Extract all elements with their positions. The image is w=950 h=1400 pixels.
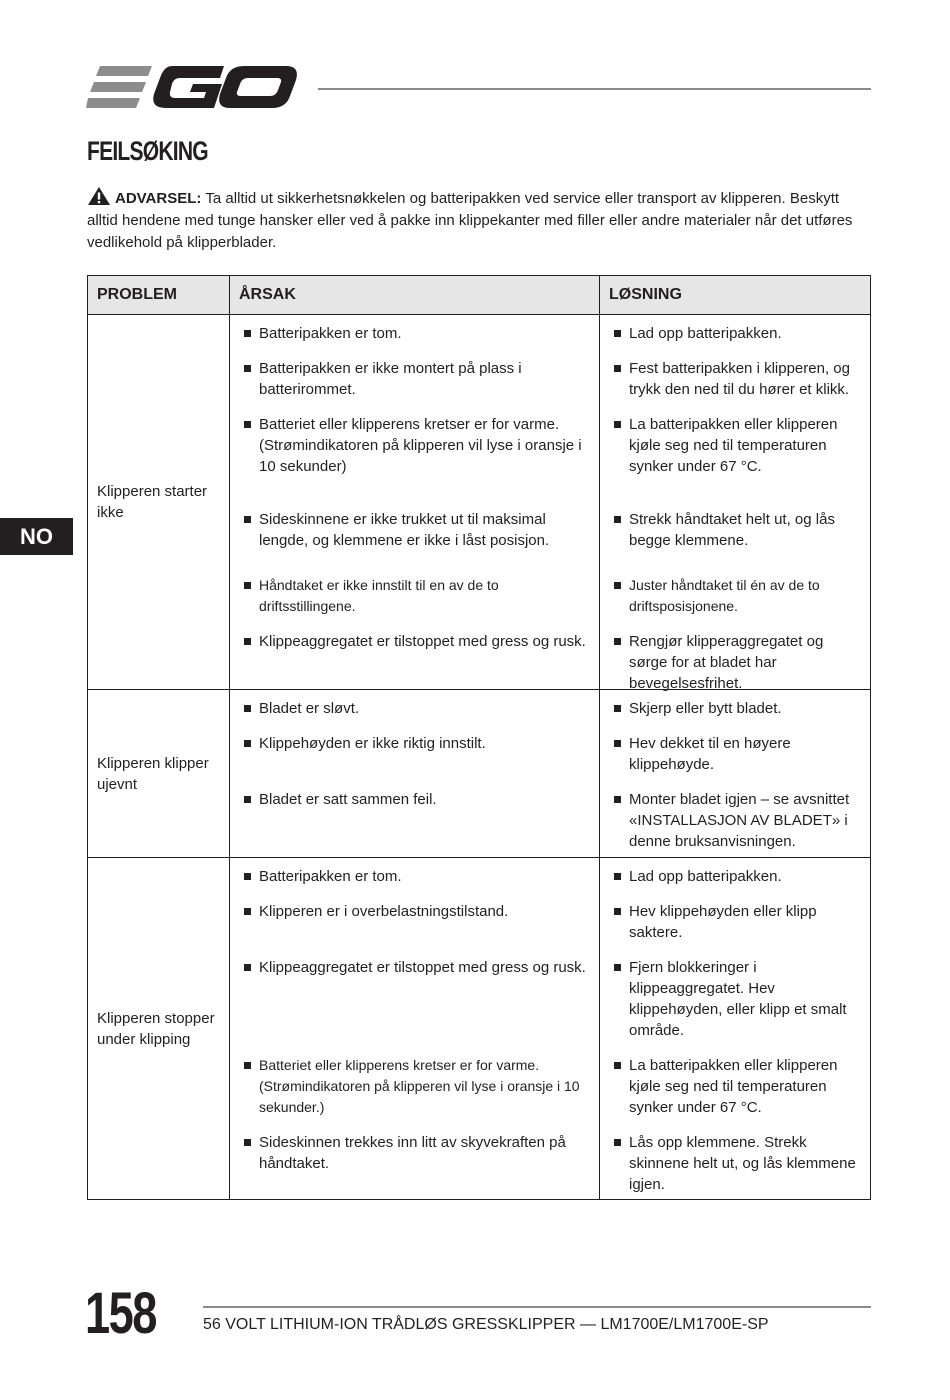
solution-item: Lad opp batteripakken.: [600, 866, 870, 901]
bullet-icon: [614, 1139, 621, 1146]
solution-item: Fjern blokkeringer i klippeaggregatet. Hev klippehøyden, eller klipp et smalt område.: [600, 957, 870, 1055]
bullet-icon: [244, 964, 251, 971]
bullet-icon: [614, 516, 621, 523]
bullet-icon: [614, 873, 621, 880]
header-cause: ÅRSAK: [230, 276, 600, 315]
cause-cell: [230, 315, 600, 690]
table-row: [88, 690, 871, 858]
problem-cell: Klipperen starter ikke: [88, 315, 230, 690]
bullet-icon: [244, 582, 251, 589]
page-title: FEILSØKING: [87, 136, 208, 166]
language-tab: NO: [0, 518, 73, 555]
bullet-icon: [244, 421, 251, 428]
table-row: [88, 315, 871, 690]
solution-item: Lad opp batteripakken.: [600, 323, 870, 358]
warning-label: ADVARSEL:: [115, 190, 202, 207]
bullet-icon: [614, 908, 621, 915]
bullet-icon: [614, 705, 621, 712]
footer-rule: [203, 1306, 871, 1308]
bullet-icon: [614, 964, 621, 971]
bullet-icon: [244, 1139, 251, 1146]
solution-cell: [600, 858, 871, 1200]
solution-cell: [600, 690, 871, 858]
bullet-icon: [244, 796, 251, 803]
solution-item: Lås opp klemmene. Strekk skinnene helt ut, og lås klemmene igjen.: [600, 1132, 870, 1199]
cause-item: Batteripakken er tom.: [230, 866, 599, 901]
troubleshooting-table: [87, 275, 871, 1200]
cause-item: Batteripakken er tom.: [230, 323, 599, 358]
bullet-icon: [614, 330, 621, 337]
bullet-icon: [614, 638, 621, 645]
bullet-icon: [244, 365, 251, 372]
bullet-icon: [244, 740, 251, 747]
solution-item: Monter bladet igjen – se avsnittet «INSTALLASJON AV BLADET» i denne bruksanvisningen.: [600, 789, 870, 857]
bullet-icon: [244, 873, 251, 880]
cause-item: Klippeaggregatet er tilstoppet med gress og rusk.: [230, 957, 599, 1055]
table-row: [88, 858, 871, 1200]
page-number: 158: [85, 1281, 156, 1346]
solution-item: Hev klippehøyden eller klipp saktere.: [600, 901, 870, 957]
solution-item: Skjerp eller bytt bladet.: [600, 698, 870, 733]
solution-item: Fest batteripakken i klipperen, og trykk den ned til du hører et klikk.: [600, 358, 870, 414]
header-problem: PROBLEM: [88, 276, 230, 315]
solution-item: Hev dekket til en høyere klippehøyde.: [600, 733, 870, 789]
cause-item: Sideskinnen trekkes inn litt av skyvekraften på håndtaket.: [230, 1132, 599, 1199]
solution-cell: [600, 315, 871, 690]
bullet-icon: [244, 638, 251, 645]
bullet-icon: [614, 1062, 621, 1069]
cause-item: Klipperen er i overbelastningstilstand.: [230, 901, 599, 957]
warning-paragraph: [87, 186, 857, 254]
warning-text: Ta alltid ut sikkerhetsnøkkelen og batteripakken ved service eller transport av klipperen. Beskytt alltid hendene med tunge hansker eller ved å pakke inn klippekanter med filler eller andre materialer når det utføres vedlikehold på klipperblader.: [87, 190, 853, 251]
cause-item: Klippehøyden er ikke riktig innstilt.: [230, 733, 599, 789]
bullet-icon: [614, 365, 621, 372]
problem-cell: Klipperen stopper under klipping: [88, 858, 230, 1200]
solution-item: La batteripakken eller klipperen kjøle seg ned til temperaturen synker under 67 °C.: [600, 1055, 870, 1132]
footer-title: 56 VOLT LITHIUM-ION TRÅDLØS GRESSKLIPPER — LM1700E/LM1700E-SP: [203, 1316, 769, 1333]
bullet-icon: [614, 421, 621, 428]
cause-item: Håndtaket er ikke innstilt til en av de to driftsstillingene.: [230, 575, 599, 631]
cause-item: Klippeaggregatet er tilstoppet med gress og rusk.: [230, 631, 599, 689]
bullet-icon: [244, 1062, 251, 1069]
cause-item: Batteriet eller klipperens kretser er for varme. (Strømindikatoren på klipperen vil lyse i oransje i 10 sekunder.): [230, 1055, 599, 1132]
cause-cell: [230, 858, 600, 1200]
cause-item: Batteriet eller klipperens kretser er for varme. (Strømindikatoren på klipperen vil lyse i oransje i 10 sekunder): [230, 414, 599, 509]
cause-item: Bladet er satt sammen feil.: [230, 789, 599, 857]
bullet-icon: [244, 908, 251, 915]
bullet-icon: [244, 330, 251, 337]
bullet-icon: [614, 796, 621, 803]
header-solution: LØSNING: [600, 276, 871, 315]
solution-item: Juster håndtaket til én av de to driftsposisjonene.: [600, 575, 870, 631]
cause-item: Bladet er sløvt.: [230, 698, 599, 733]
warning-triangle-icon: [87, 186, 111, 206]
problem-cell: Klipperen klipper ujevnt: [88, 690, 230, 858]
cause-cell: [230, 690, 600, 858]
cause-item: Batteripakken er ikke montert på plass i batterirommet.: [230, 358, 599, 414]
header-rule: [318, 88, 871, 90]
bullet-icon: [244, 705, 251, 712]
ego-logo: [86, 62, 298, 114]
solution-item: La batteripakken eller klipperen kjøle seg ned til temperaturen synker under 67 °C.: [600, 414, 870, 509]
bullet-icon: [244, 516, 251, 523]
bullet-icon: [614, 740, 621, 747]
cause-item: Sideskinnene er ikke trukket ut til maksimal lengde, og klemmene er ikke i låst posisjon.: [230, 509, 599, 575]
bullet-icon: [614, 582, 621, 589]
solution-item: Rengjør klipperaggregatet og sørge for at bladet har bevegelsesfrihet.: [600, 631, 870, 689]
table-header-row: [88, 276, 871, 315]
solution-item: Strekk håndtaket helt ut, og lås begge klemmene.: [600, 509, 870, 575]
